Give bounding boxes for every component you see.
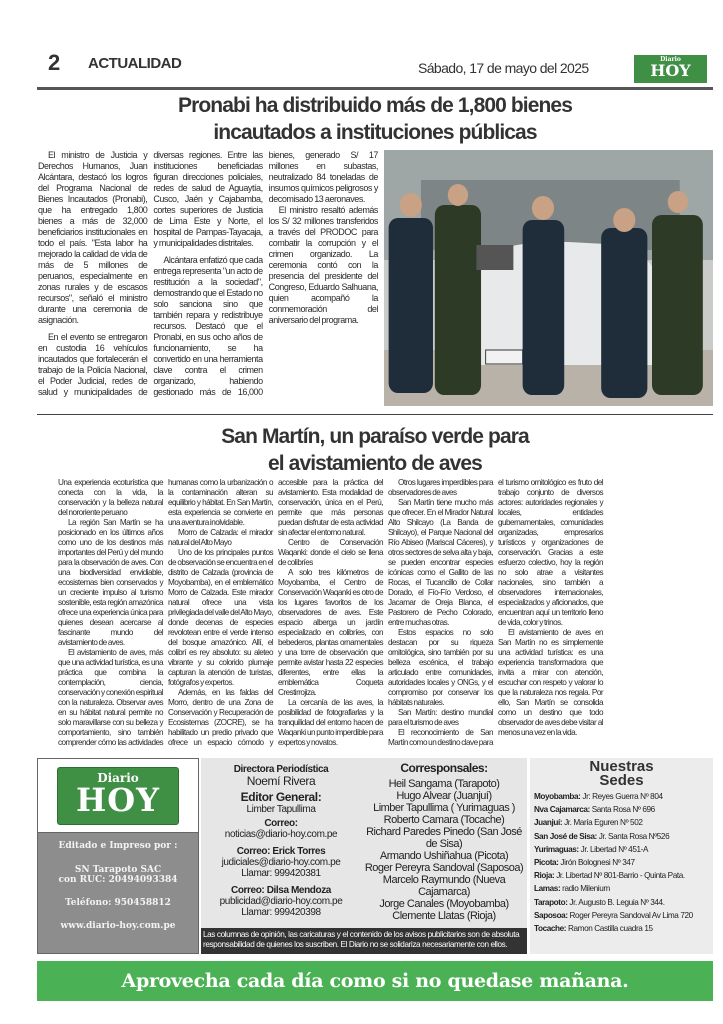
company-name: SN Tarapoto SAC [74,865,162,875]
paragraph: El ministro de Justicia y Derechos Humanos, Juan Alcántara, destacó los logros del Programa Nacional de Bienes Incautados (Pronabi), que ha entregado 1,800 bienes a más de 32,000 beneficiarios institucionales en todo el país. "Esta labor ha mejorado la calidad de vida de más de 5 millones de peruanos, especialmente en zonas rurales y de escasos recursos", señaló el ministro durante una ceremonia de asignación. [38,150,148,325]
mail-label: Correo: [264,818,298,829]
editor-name: Limber Tapullima [246,804,316,815]
header-rule [37,87,713,90]
office-city: Saposoa: [534,910,568,920]
correspondent: Jorge Canales (Moyobamba) [379,898,509,910]
judicial-label: Correo: Erick Torres [236,846,326,857]
office-item [534,896,709,909]
office-item [534,830,709,843]
office-item [534,909,709,922]
office-item [534,790,709,803]
correspondent: Limber Tapullima ( Yurimaguas ) [373,802,515,814]
edited-by: Editado e Impreso por : [58,841,178,851]
ads-mail-link[interactable]: publicidad@diario-hoy.com.pe [219,896,343,907]
paragraph: Estos espacios no solo destacan por su riqueza ornitológica, sino también por su belleza escénica, el trabajo articulado entre comunidades, autoridades locales y ONGs, y el compromiso por conservar los hábitats naturales. [388,628,493,707]
subheading: San Martín: destino mundial para el turismo de aves [388,708,493,727]
company-ruc: con RUC: 20494093384 [58,875,178,885]
office-address: Jr. María Eguren Nº 502 [564,818,643,828]
offices-heading [534,760,709,788]
office-city: Nva Cajamarca: [534,805,590,815]
office-address: Jr. Santa Rosa Nº526 [598,831,670,841]
disclaimer: Las columnas de opinión, las caricaturas y el contenido de los avisos publicitarios son de absoluta responsabilidad de quienes los suscriben. El Diario no se solidariza necesariamente con ellos. [201,928,527,954]
office-city: Rioja: [534,871,555,881]
office-city: Lamas: [534,884,561,894]
section-title: ACTUALIDAD [88,55,182,72]
headline-line: el avistamiento de aves [268,452,482,475]
heading-line: Sedes [599,772,644,789]
correspondents-heading: Corresponsales: [400,761,488,775]
office-city: Juanjuí: [534,818,563,828]
page-number: 2 [48,50,61,75]
correspondent: Marcelo Raymundo (Nueva Cajamarca) [382,874,506,898]
office-address: Ramon Castilla cuadra 15 [568,924,653,934]
director-name: Noemí Rivera [246,774,316,788]
correspondent: Clemente Llatas (Rioja) [392,910,496,922]
office-address: Jr. Augusto B. Leguia Nº 344. [569,897,665,907]
paragraph: El avistamiento de aves en San Martín no es simplemente una actividad turística: es una experiencia transformadora que invita a mirar con atención, escuchar con respeto y valorar lo que la naturaleza nos regala. Por ello, San Martín se consolida como un destino que todo observador de aves debe visitar al menos una vez en la vida. [498,628,603,737]
ads-phone: Llamar: 999420398 [241,907,321,918]
website-link[interactable]: www.diario-hoy.com.pe [60,921,176,931]
ceremony-photo-illustration [384,150,713,406]
ads-label: Correo: Dilsa Mendoza [231,885,331,896]
issue-date: Sábado, 17 de mayo del 2025 [418,60,589,76]
office-item [534,869,709,882]
correspondent: Roberto Camara (Tocache) [383,814,505,826]
judicial-phone: Llamar: 999420381 [241,868,321,879]
office-city: San José de Sisa: [534,831,597,841]
heading-line: Nuestras [589,758,654,775]
judicial-mail-link[interactable]: judiciales@diario-hoy.com.pe [221,857,341,868]
office-city: Tarapoto: [534,897,568,907]
staff-list [201,764,361,918]
headline-line: Pronabi ha distribuido más de 1,800 bienes [178,94,572,117]
office-item [534,843,709,856]
logo-big-text: HOY [76,780,160,819]
paragraph: El ministro resaltó además los S/ 32 millones transferidos a través del PRODOC para combatir la corrupción y el crimen organizado. La ceremonia contó con la presencia del presidente del Congreso, Eduardo Salhuana, quien acompañó la conmemoración del aniversario del programa. [268,205,378,325]
office-address: Jr. Libertad Nº 801-Barrio - Quinta Pata. [556,871,685,881]
office-city: Picota: [534,858,559,868]
office-city: Tocache: [534,924,567,934]
logo-small-text: Diario [660,56,681,63]
paragraph: Además, en las faldas del Morro, dentro de una Zona de Conservación y Recuperación de Ecosistemas (ZOCRE), se ha habilitado un predio privado que ofrece un espacio cómodo y accesible para la práctica del avistamiento. Esta modalidad de conservación, única en el Perú, permite que más personas puedan disfrutar de esta actividad sin afectar el entorno natural. [168,478,383,747]
office-address: Jirón Bolognesi Nº 347 [560,858,635,868]
article2-body [58,478,713,750]
article1-body [38,150,378,408]
office-address: radio Milenium [562,884,610,894]
office-item [534,882,709,895]
paragraph: En el evento se entregaron en custodia 16 vehículos incautados que fortalecerán el trabajo de la Policía Nacional, el Poder Judicial, redes de salud y municipalidades de diversas regiones. Entre las instituciones beneficiadas figuran direcciones policiales, redes de salud de Aguaytía, Cusco, Jaén y Cajabamba, cortes superiores de Justicia de Lima Este y Norte, el hospital de Pampas-Tayacaja, y municipalidades distritales. [38,150,263,397]
offices-box [530,758,713,954]
staff-box [201,758,527,928]
office-city: Moyobamba: [534,792,581,801]
masthead-box [37,758,199,954]
office-address: Jr. Libertad Nº 451-A [580,844,649,854]
paragraph: A solo tres kilómetros de Moyobamba, el Centro de Conservación Waqanki es otro de los lugares favoritos de los observadores de aves. Este espacio alberga un jardín especializado en colibríes, con bebederos, plantas ornamentales y una torre de observación que permite avistar hasta 22 especies diferentes, entre ellas la emblemática Coqueta Crestirrojiza. [278,568,383,697]
office-city: Yurimaguas: [534,844,579,854]
correspondents-list [363,762,525,922]
paragraph: La región San Martín se ha posicionado en los últimos años como uno de los destinos más importantes del Perú y del mundo para la observación de aves. Con una biodiversidad envidiable, ecosistemas bien conservados y un creciente impulso al turismo sostenible, esta región amazónica ofrece una experiencia única para quienes desean acercarse al fascinante mundo del avistamiento de aves. [58,518,163,647]
diario-hoy-logo [57,767,179,825]
paragraph: Uno de los principales puntos de observación se encuentra en el distrito de Calzada (provincia de Moyobamba), en el emblemático Morro de Calzada. Este mirador natural ofrece una vista privilegiada del valle del Alto Mayo, donde decenas de especies revolotean entre el verde intenso del bosque amazónico. Allí, el colibrí es rey absoluto: su aleteo vibrante y su colorido plumaje capturan la atención de turistas, fotógrafos y expertos. [168,548,273,687]
office-address: Jr: Reyes Guerra Nº 804 [582,792,663,801]
director-label: Directora Periodística [233,764,329,775]
paragraph: El avistamiento de aves, más que una actividad turística, es una práctica que combina la contemplación, ciencia, conservación y conexión espiritual con la naturaleza. Observar aves en su hábitat natural permite no solo maravillarse con su belleza y comportamiento, sino también comprender cómo las actividades humanas como la urbanización o la contaminación alteran su equilibrio y hábitat. En San Martín, esta experiencia se convierte en una aventura inolvidable. [58,478,273,747]
correspondent: Richard Paredes Pinedo (San José de Sisa) [366,826,522,850]
office-item [534,922,709,935]
office-item [534,803,709,816]
logo-small-text: Diario [97,770,139,785]
subheading: Centro de Conservación Waqanki: donde el cielo se llena de colibríes [278,538,383,567]
publisher-info [38,832,198,953]
office-item [534,816,709,829]
paragraph: El reconocimiento de San Martín como un destino clave para el turismo ornitológico es fruto del trabajo conjunto de diversos actores: autoridades regionales y locales, entidades gubernamentales, comunidades organizadas, empresarios turísticos y organizaciones de conservación. Gracias a este esfuerzo colectivo, hoy la región no solo atrae a visitantes nacionales, sino también a observadores internacionales, especializados y aficionados, que encuentran aquí un territorio lleno de vida, color y trinos. [388,478,603,747]
paragraph: La cercanía de las aves, la posibilidad de fotografiarlas y la tranquilidad del entorno hacen de Waqanki un punto imperdible para expertos y novatos. [278,698,383,747]
headline-line: San Martín, un paraíso verde para [221,425,529,448]
paragraph: Una experiencia ecoturística que conecta con la vida, la conservación y la belleza natural del nororiente peruano [58,478,163,517]
paragraph: Alcántara enfatizó que cada entrega representa "un acto de restitución a la sociedad", demostrando que el Estado no solo sanciona sino que también repara y redistribuye recursos. Destacó que el Pronabi, en sus ocho años de funcionamiento, se ha convertido en una herramienta clave contra el crimen organizado, habiendo gestionado más de 16,000 bienes, generado S/ 17 millones en subastas, neutralizado 84 toneladas de insumos químicos peligrosos y decomisado 13 aeronaves. [153,150,378,397]
logo-big-text: HOY [650,61,691,80]
offices-list [534,790,709,935]
article-divider [37,414,713,415]
office-item [534,856,709,869]
headline-line: incautados a instituciones públicas [213,121,537,144]
subheading: Morro de Calzada: el mirador natural del Alto Mayo [168,528,273,547]
paragraph: San Martín tiene mucho más que ofrecer. En el Mirador Natural Alto Shilcayo (La Banda de Shilcayo), el Parque Nacional del Río Abiseo (Mariscal Cáceres), y otros sectores de selva alta y baja, se pueden encontrar especies icónicas como el Gallito de las Rocas, el Tucancillo de Collar Dorado, el Fío-Fío Verdoso, el Jacamar de Oreja Blanca, el Pastorero de Pecho Colorado, entre muchas otras. [388,498,493,627]
article2-headline [37,423,713,477]
correspondent: Roger Pereyra Sandoval (Saposoa) [364,862,524,874]
correspondent: Hugo Alvear (Juanjuí) [396,790,492,802]
phone: Teléfono: 950458812 [65,898,171,908]
masthead-logo-area [38,759,198,832]
correspondent: Heil Sangama (Tarapoto) [388,778,500,790]
mail-link[interactable]: noticias@diario-hoy.com.pe [224,829,338,840]
header-logo [634,55,707,83]
article1-photo [384,150,713,406]
slogan-banner: Aprovecha cada día como si no quedase mañana. [37,961,713,1001]
subheading: Otros lugares imperdibles para observadores de aves [388,478,493,497]
correspondent: Armando Ushiñahua (Picota) [379,850,509,862]
office-address: Roger Pereyra Sandoval Av Lima 720 [569,910,693,920]
office-address: Santa Rosa Nº 696 [591,805,655,815]
article1-headline [37,92,713,146]
editor-label: Editor General: [240,790,322,804]
